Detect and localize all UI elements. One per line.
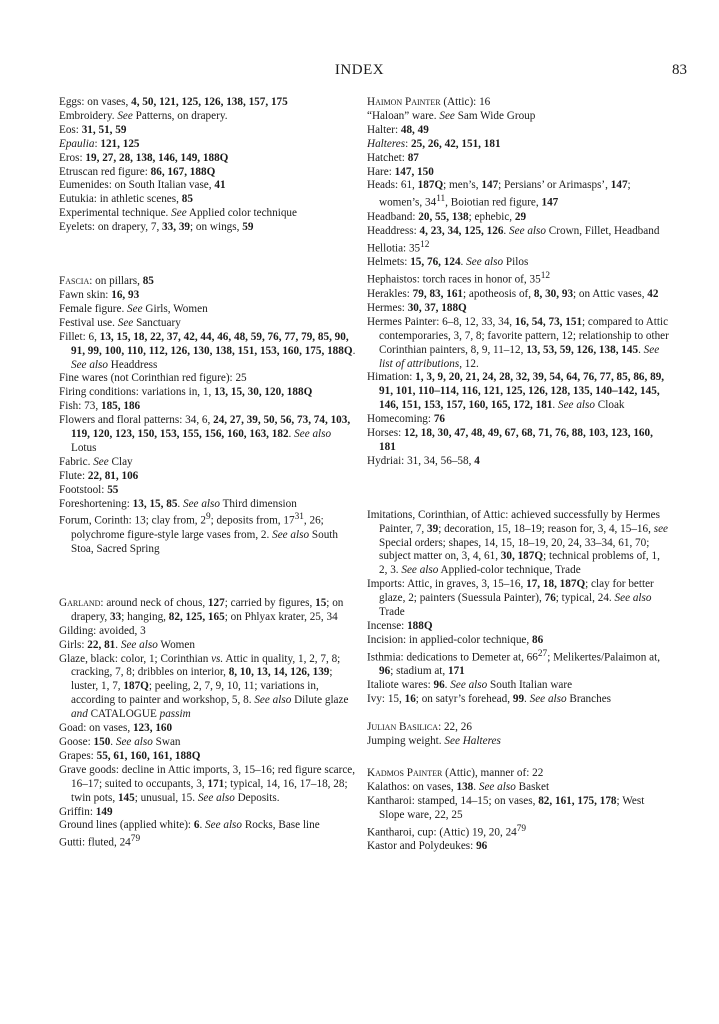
- index-entry: Foreshortening: 13, 15, 85. See also Third dimension: [59, 497, 297, 510]
- index-entry: Hermes: 30, 37, 188Q: [367, 301, 467, 314]
- index-entry: Epaulia: 121, 125: [59, 137, 140, 150]
- index-entry: Kastor and Polydeukes: 96: [367, 840, 488, 853]
- running-head: INDEX: [334, 62, 385, 78]
- index-entry: Haimon Painter (Attic): 16: [367, 96, 491, 108]
- index-entry: Griffin: 149: [59, 805, 113, 818]
- index-entry: Experimental technique. See Applied color technique: [59, 207, 297, 220]
- index-entry: Headband: 20, 55, 138; ephebic, 29: [367, 210, 527, 223]
- index-entry: Etruscan red figure: 86, 167, 188Q: [59, 165, 216, 178]
- index-entry: Hermes Painter: 6–8, 12, 33, 34, 16, 54, 73, 151; compared to Attic contemporaries, 3, 7, 8; favorite pattern, 12; relationship to other Corinthian painters, 8, 9, 11–12, 13, 53, 59, 126, 138, 145. See list of attributions, 12.: [367, 315, 669, 370]
- section-gap: [367, 469, 669, 509]
- section-gap: [367, 749, 669, 767]
- index-entry: Halter: 48, 49: [367, 123, 429, 136]
- index-entry: Hatchet: 87: [367, 151, 419, 164]
- index-column-right: [367, 96, 669, 854]
- index-entry: Forum, Corinth: 13; clay from, $2^9$; deposits from, $17^{31}$, 26; polychrome figure-style large vases from, 2. See also South Stoa, Sacred Spring: [59, 512, 339, 556]
- index-entry: Helmets: 15, 76, 124. See also Pilos: [367, 256, 529, 269]
- index-entry: Herakles: 79, 83, 161; apotheosis of, 8, 30, 93; on Attic vases, 42: [367, 287, 659, 300]
- index-entry: Eyelets: on drapery, 7, 33, 39; on wings, 59: [59, 221, 254, 234]
- index-entry: Eumenides: on South Italian vase, 41: [59, 179, 226, 192]
- index-entry: Fawn skin: 16, 93: [59, 288, 140, 301]
- section-gap: [59, 557, 357, 597]
- index-entry: Halteres: 25, 26, 42, 151, 181: [367, 137, 501, 150]
- section-gap: [59, 235, 357, 275]
- index-entry: Imitations, Corinthian, of Attic: achieved successfully by Hermes Painter, 7, 39; decoration, 15, 18–19; reason for, 3, 4, 15–16, see Special orders; shapes, 14, 15, 18–19, 20, 24, 33–34, 61, 70; subject matter on, 3, 4, 61, 30, 187Q; technical problems of, 1, 2, 3. See also Applied-color technique, Trade: [367, 508, 669, 577]
- index-entry: Footstool: 55: [59, 483, 119, 496]
- section-gap: [367, 707, 669, 721]
- index-entry: Kantharoi: stamped, 14–15; on vases, 82, 161, 175, 178; West Slope ware, 22, 25: [367, 794, 645, 821]
- index-entry: Girls: 22, 81. See also Women: [59, 638, 195, 651]
- index-entry: Julian Basilica: 22, 26: [367, 721, 472, 734]
- index-entry: Homecoming: 76: [367, 413, 445, 426]
- index-entry: Horses: 12, 18, 30, 47, 48, 49, 67, 68, 71, 76, 88, 103, 123, 160, 181: [367, 427, 653, 453]
- index-column-left: [59, 96, 357, 851]
- index-entry: Eos: 31, 51, 59: [59, 123, 127, 136]
- index-entry: Kalathos: on vases, 138. See also Basket: [367, 780, 550, 793]
- index-entry: Fine wares (not Corinthian red figure): 25: [59, 372, 247, 385]
- index-entry: Hydriai: 31, 34, 56–58, 4: [367, 454, 480, 467]
- index-entry: Female figure. See Girls, Women: [59, 302, 208, 315]
- index-entry: Heads: 61, 187Q; men’s, 147; Persians’ or Arimasps’, 147; women’s, $34^{11}$, Boiotian red figure, 147: [367, 179, 631, 210]
- index-entry: Jumping weight. See Halteres: [367, 735, 501, 748]
- index-entry: Isthmia: dedications to Demeter at, $66^{27}$; Melikertes/Palaimon at, 96; stadium at, 171: [367, 648, 660, 678]
- index-entry: Kadmos Painter (Attic), manner of: 22: [367, 767, 544, 779]
- index-entry: Hellotia: $35^{12}$: [367, 239, 430, 255]
- index-entry: Incision: in applied-color technique, 86: [367, 633, 544, 646]
- index-entry: Grapes: 55, 61, 160, 161, 188Q: [59, 749, 201, 762]
- index-entry: Glaze, black: color, 1; Corinthian vs. Attic in quality, 1, 2, 7, 8; cracking, 7, 8; dribbles on interior, 8, 10, 13, 14, 126, 139; luster, 1, 7, 187Q; peeling, 2, 7, 9, 10, 11; variations in, according to painter and workshop, 5, 8. See also Dilute glaze and CATALOGUE passim: [59, 652, 349, 721]
- index-entry: Eggs: on vases, 4, 50, 121, 125, 126, 138, 157, 175: [59, 96, 288, 108]
- index-entry: Fabric. See Clay: [59, 455, 133, 468]
- index-entry: Hare: 147, 150: [367, 165, 434, 178]
- index-entry: Fish: 73, 185, 186: [59, 400, 141, 413]
- index-entry: Fascia: on pillars, 85: [59, 275, 154, 288]
- index-entry: Imports: Attic, in graves, 3, 15–16, 17, 18, 187Q; clay for better glaze, 2; painters (Suessula Painter), 76; typical, 24. See also Trade: [367, 578, 654, 619]
- index-entry: Festival use. See Sanctuary: [59, 316, 181, 329]
- index-entry: Flute: 22, 81, 106: [59, 469, 139, 482]
- index-entry: Goose: 150. See also Swan: [59, 735, 181, 748]
- index-entry: Gilding: avoided, 3: [59, 624, 146, 637]
- index-entry: Incense: 188Q: [367, 620, 433, 633]
- index-entry: Kantharoi, cup: (Attic) 19, 20, $24^{79}$: [367, 823, 527, 839]
- index-entry: Himation: 1, 3, 9, 20, 21, 24, 28, 32, 39, 54, 64, 76, 77, 85, 86, 89, 91, 101, 110–114, 116, 121, 125, 126, 128, 135, 140–142, 145, 146, 151, 153, 157, 160, 165, 172, 181. See also Cloak: [367, 371, 665, 412]
- index-entry: Ivy: 15, 16; on satyr’s forehead, 99. See also Branches: [367, 693, 612, 706]
- page-number: 83: [672, 62, 687, 78]
- index-entry: Flowers and floral patterns: 34, 6, 24, 27, 39, 50, 56, 73, 74, 103, 119, 120, 123, 150, 153, 155, 156, 160, 163, 182. See also Lotus: [59, 414, 351, 454]
- index-entry: Grave goods: decline in Attic imports, 3, 15–16; red figure scarce, 16–17; suited to occupants, 3, 171; typical, 14, 16, 17–18, 28; twin pots, 145; unusual, 15. See also Deposits.: [59, 763, 356, 804]
- index-entry: Gutti: fluted, $24^{79}$: [59, 834, 141, 850]
- index-entry: Fillet: 6, 13, 15, 18, 22, 37, 42, 44, 46, 48, 59, 76, 77, 79, 85, 90, 91, 99, 100, 110, 112, 126, 130, 138, 151, 153, 160, 175, 188Q. See also Headdress: [59, 330, 356, 371]
- index-entry: Italiote wares: 96. See also South Italian ware: [367, 679, 573, 692]
- index-entry: Hephaistos: torch races in honor of, $35^{12}$: [367, 271, 551, 287]
- page-header: [0, 62, 719, 82]
- index-entry: Embroidery. See Patterns, on drapery.: [59, 109, 228, 122]
- index-entry: Eutukia: in athletic scenes, 85: [59, 193, 193, 206]
- index-entry: Headdress: 4, 23, 34, 125, 126. See also Crown, Fillet, Headband: [367, 224, 660, 237]
- index-entry: Ground lines (applied white): 6. See also Rocks, Base line: [59, 819, 320, 832]
- index-entry: Goad: on vases, 123, 160: [59, 722, 173, 735]
- index-entry: “Haloan” ware. See Sam Wide Group: [367, 109, 536, 122]
- index-entry: Garland: around neck of chous, 127; carried by figures, 15; on drapery, 33; hanging, 82, 125, 165; on Phlyax krater, 25, 34: [59, 596, 344, 623]
- index-entry: Eros: 19, 27, 28, 138, 146, 149, 188Q: [59, 151, 229, 164]
- index-entry: Firing conditions: variations in, 1, 13, 15, 30, 120, 188Q: [59, 386, 313, 399]
